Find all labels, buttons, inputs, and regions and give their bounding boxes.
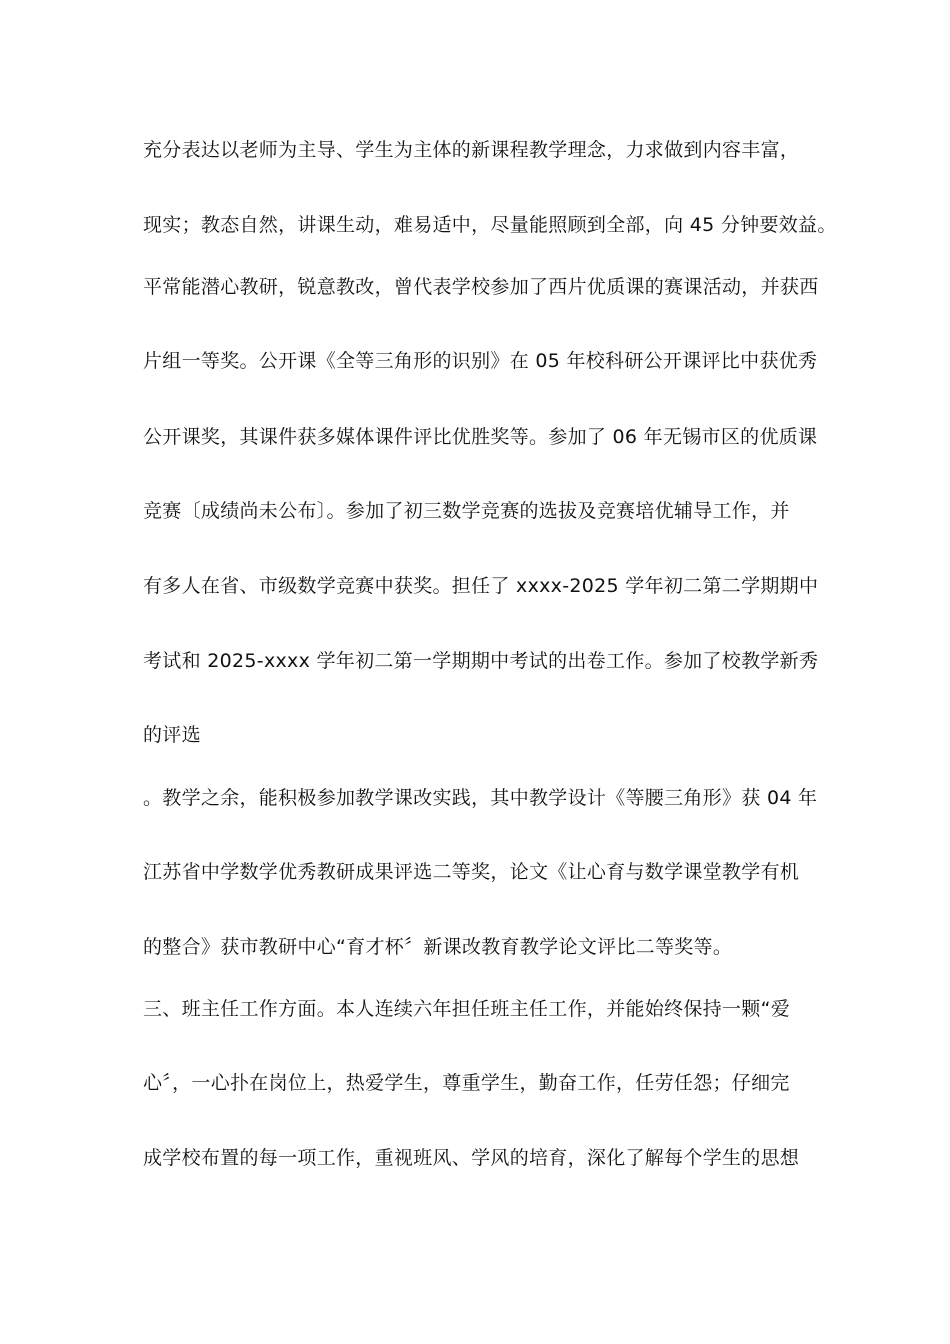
text-line: 公开课奖，其课件获多媒体课件评比优胜奖等。参加了 06 年无锡市区的优质课 <box>143 426 818 448</box>
text-line: 三、班主任工作方面。本人连续六年担任班主任工作，并能始终保持一颗“爱 <box>143 998 791 1020</box>
text-line: 成学校布置的每一项工作，重视班风、学风的培育，深化了解每个学生的思想 <box>143 1147 800 1169</box>
text-line: 竞赛〔成绩尚未公布〕。参加了初三数学竞赛的选拔及竞赛培优辅导工作，并 <box>143 500 790 522</box>
text-line: 有多人在省、市级数学竞赛中获奖。担任了 xxxx-2025 学年初二第二学期期中 <box>143 575 819 597</box>
text-line: 现实；教态自然，讲课生动，难易适中，尽量能照顾到全部，向 45 分钟要效益。 <box>143 214 837 236</box>
text-line: 心〞，一心扑在岗位上，热爱学生，尊重学生，勤奋工作，任劳任怨；仔细完 <box>143 1072 790 1094</box>
text-line: 。教学之余，能积极参加教学课改实践，其中教学设计《等腰三角形》获 04 年 <box>143 787 818 809</box>
text-line: 平常能潜心教研，锐意教改，曾代表学校参加了西片优质课的赛课活动，并获西 <box>143 276 819 298</box>
text-line: 考试和 2025-xxxx 学年初二第一学期期中考试的出卷工作。参加了校教学新秀 <box>143 650 819 672</box>
text-line: 的整合》获市教研中心“育才杯〞新课改教育教学论文评比二等奖等。 <box>143 936 733 958</box>
text-line: 的评选 <box>143 724 201 746</box>
text-line: 江苏省中学数学优秀教研成果评选二等奖，论文《让心育与数学课堂教学有机 <box>143 861 800 883</box>
text-line: 片组一等奖。公开课《全等三角形的识别》在 05 年校科研公开课评比中获优秀 <box>143 350 818 372</box>
text-line: 充分表达以老师为主导、学生为主体的新课程教学理念，力求做到内容丰富， <box>143 139 800 161</box>
